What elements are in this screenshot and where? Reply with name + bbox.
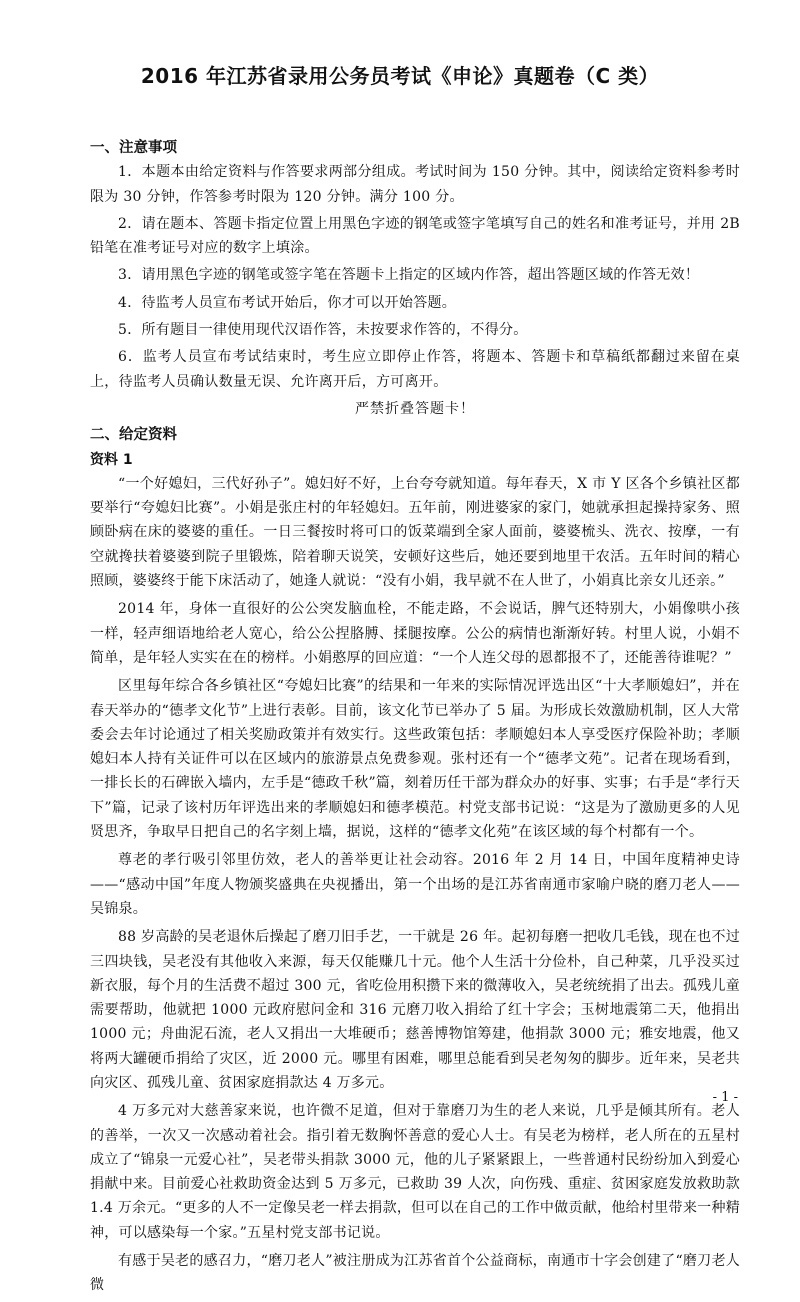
material-paragraph: 88 岁高龄的吴老退休后操起了磨刀旧手艺，一干就是 26 年。起初每磨一把收几毛钱，现在也不过三四块钱，吴老没有其他收入来源，每天仅能赚几十元。他个人生活十分俭朴，自己种菜，几乎没买过新衣服，每个月的生活费不超过 300 元，省吃俭用积攒下来的微薄收入，吴老统统捐了出去。孤残儿童需要帮助，他就把 1000 元政府慰问金和 316 元磨刀收入捐给了红十字会；玉树地震第二天，他捐出 1000 元；舟曲泥石流，老人又捐出一大堆硬币；慈善博物馆筹建，他捐款 3000 元；雅安地震，他又将两大罐硬币捐给了灾区，近 2000 元。哪里有困难，哪里总能看到吴老匆匆的脚步。近年来，吴老共向灾区、孤残儿童、贫困家庭捐款达 4 万多元。 <box>90 929 740 1091</box>
document-title: 2016 年江苏省录用公务员考试《申论》真题卷（C 类） <box>140 64 660 88</box>
material-paragraph: 区里每年综合各乡镇社区“夸媳妇比赛”的结果和一年来的实际情况评选出区“十大孝顺媳妇”，并在春天举办的“德孝文化节”上进行表彰。目前，该文化节已举办了 5 届。为形成长效激励机制，区人大常委会去年讨论通过了相关奖励政策并有效实行。这些政策包括：孝顺媳妇本人享受医疗保险补助；孝顺媳妇本人持有关证件可以在区域内的旅游景点免费参观。张村还有一个“德孝文苑”。记者在现场看到，一排长长的石碑嵌入墙内，左手是“德政千秋”篇，刻着历任干部为群众办的好事、实事；右手是“孝行天下”篇，记录了该村历年评选出来的孝顺媳妇和德孝模范。村党支部书记说：“这是为了激励更多的人见贤思齐，争取早日把自己的名字刻上墙，据说，这样的“德孝文化苑”在该区域的每个村都有一个。 <box>90 678 740 841</box>
material-title: 资料 1 <box>90 451 133 468</box>
section-heading-notes: 一、注意事项 <box>90 140 177 156</box>
note-item: 1．本题本由给定资料与作答要求两部分组成。考试时间为 150 分钟。其中，阅读给定资料参考时限为 30 分钟，作答参考时限为 120 分钟。满分 100 分。 <box>90 164 740 205</box>
material-paragraph: “一个好媳妇，三代好孙子”。媳妇好不好，上台夸夸就知道。每年春天，X 市 Y 区各个乡镇社区都要举行“夸媳妇比赛”。小娟是张庄村的年轻媳妇。五年前，刚进婆家的家门，她就承担起操持家务、照顾卧病在床的婆婆的重任。一日三餐按时将可口的饭菜端到全家人面前，婆婆梳头、洗衣、按摩，一有空就搀扶着婆婆到院子里锻炼，陪着聊天说笑，安顿好这些后，她还要到地里干农活。五年时间的精心照顾，婆婆终于能下床活动了，她逢人就说：“没有小娟，我早就不在人世了，小娟真比亲女儿还亲。” <box>90 475 740 590</box>
material-paragraph: 尊老的孝行吸引邻里仿效，老人的善举更让社会动容。2016 年 2 月 14 日，中国年度精神史诗——“感动中国”年度人物颁奖盛典在央视播出，第一个出场的是江苏省南通市家喻户晓的磨刀老人——吴锦泉。 <box>90 852 740 917</box>
note-item: 3．请用黑色字迹的钢笔或签字笔在答题卡上指定的区域内作答，超出答题区域的作答无效！ <box>118 267 700 284</box>
material-paragraph: 4 万多元对大慈善家来说，也许微不足道，但对于靠磨刀为生的老人来说，几乎是倾其所有。老人的善举，一次又一次感动着社会。指引着无数胸怀善意的爱心人士。有吴老为榜样，老人所在的五星村成立了“锦泉一元爱心社”，吴老带头捐款 3000 元，他的儿子紧紧跟上，一些普通村民纷纷加入到爱心捐献中来。目前爱心社救助资金达到 5 万多元，已救助 39 人次，向伤残、重症、贫困家庭发放救助款 1.4 万余元。“更多的人不一定像吴老一样去捐款，但可以在自己的工作中做贡献，他给村里带来一种精神，可以感染每一个家。”五星村党支部书记说。 <box>90 1103 740 1241</box>
page-number: - 1 - <box>712 1090 738 1105</box>
material-paragraph: 有感于吴老的感召力，“磨刀老人”被注册成为江苏省首个公益商标，南通市十字会创建了“磨刀老人微 <box>90 1253 740 1294</box>
section-heading-materials: 二、给定资料 <box>90 427 177 444</box>
warning-text: 严禁折叠答题卡！ <box>355 400 475 417</box>
note-item: 5．所有题目一律使用现代汉语作答，未按要求作答的，不得分。 <box>118 322 528 339</box>
material-paragraph: 2014 年，身体一直很好的公公突发脑血栓，不能走路，不会说话，脾气还特别大，小娟像哄小孩一样，轻声细语地给老人宽心，给公公捏胳膊、揉腿按摩。公公的病情也渐渐好转。村里人说，小娟不简单，是年轻人实实在在的榜样。小娟憨厚的回应道：“一个人连父母的恩都报不了，还能善待谁呢？” <box>90 601 740 666</box>
note-item: 2．请在题本、答题卡指定位置上用黑色字迹的钢笔或签字笔填写自己的姓名和准考证号，并用 2B 铅笔在准考证号对应的数字上填涂。 <box>90 215 740 257</box>
note-item: 6．监考人员宣布考试结束时，考生应立即停止作答，将题本、答题卡和草稿纸都翻过来留在桌上，待监考人员确认数量无误、允许离开后，方可离开。 <box>90 349 740 390</box>
note-item: 4．待监考人员宣布考试开始后，你才可以开始答题。 <box>118 294 457 311</box>
document-body <box>90 136 740 1302</box>
